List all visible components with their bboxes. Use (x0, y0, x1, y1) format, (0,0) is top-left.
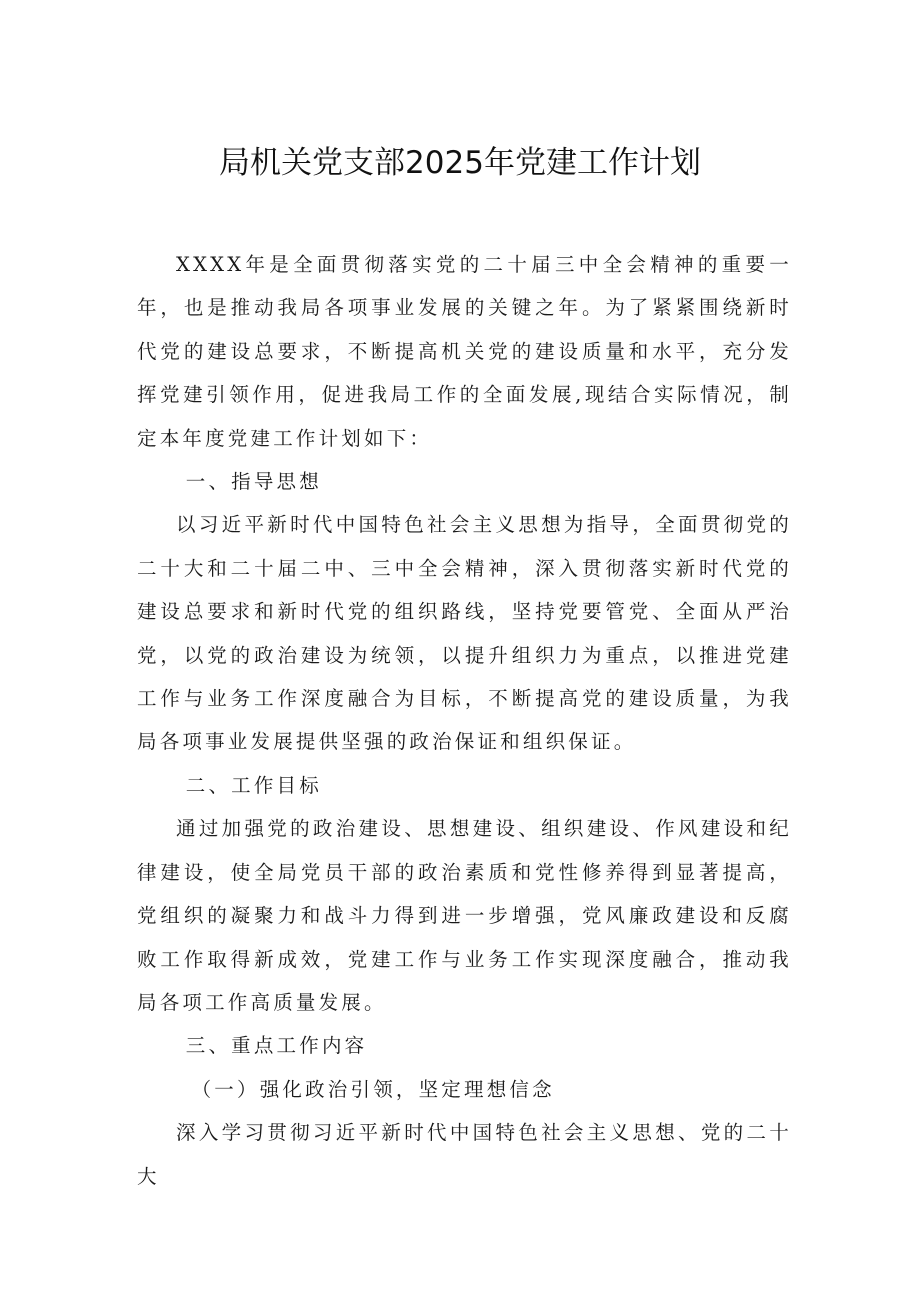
subsection-paragraph-political-guidance: 深入学习贯彻习近平新时代中国特色社会主义思想、党的二十大 (137, 1121, 792, 1188)
document-title: 局机关党支部2025年党建工作计划 (219, 145, 701, 181)
section-heading-key-work: 三、重点工作内容 (185, 1034, 368, 1058)
section-paragraph-guiding-thought: 以习近平新时代中国特色社会主义思想为指导，全面贯彻党的二十大和二十届二中、三中全会精神，深入贯彻落实新时代党的建设总要求和新时代党的组织路线，坚持党要管党、全面从严治党，以党的政治建设为统领，以提升组织力为重点，以推进党建工作与业务工作深度融合为目标，不断提高党的建设质量，为我局各项事业发展提供坚强的政治保证和组织保证。 (137, 513, 792, 754)
section-heading-guiding-thought: 一、指导思想 (185, 470, 322, 494)
section-paragraph-work-goals: 通过加强党的政治建设、思想建设、组织建设、作风建设和纪律建设，使全局党员干部的政治素质和党性修养得到显著提高，党组织的凝聚力和战斗力得到进一步增强，党风廉政建设和反腐败工作取得新成效，党建工作与业务工作实现深度融合，推动我局各项工作高质量发展。 (137, 817, 792, 1014)
subsection-heading-political-guidance: （一）强化政治引领，坚定理想信念 (191, 1077, 555, 1101)
section-heading-work-goals: 二、工作目标 (185, 773, 322, 797)
intro-paragraph: XXXX年是全面贯彻落实党的二十届三中全会精神的重要一年，也是推动我局各项事业发展的关键之年。为了紧紧围绕新时代党的建设总要求，不断提高机关党的建设质量和水平，充分发挥党建引领作用，促进我局工作的全面发展,现结合实际情况，制定本年度党建工作计划如下： (137, 253, 792, 450)
document-body (137, 243, 792, 1198)
